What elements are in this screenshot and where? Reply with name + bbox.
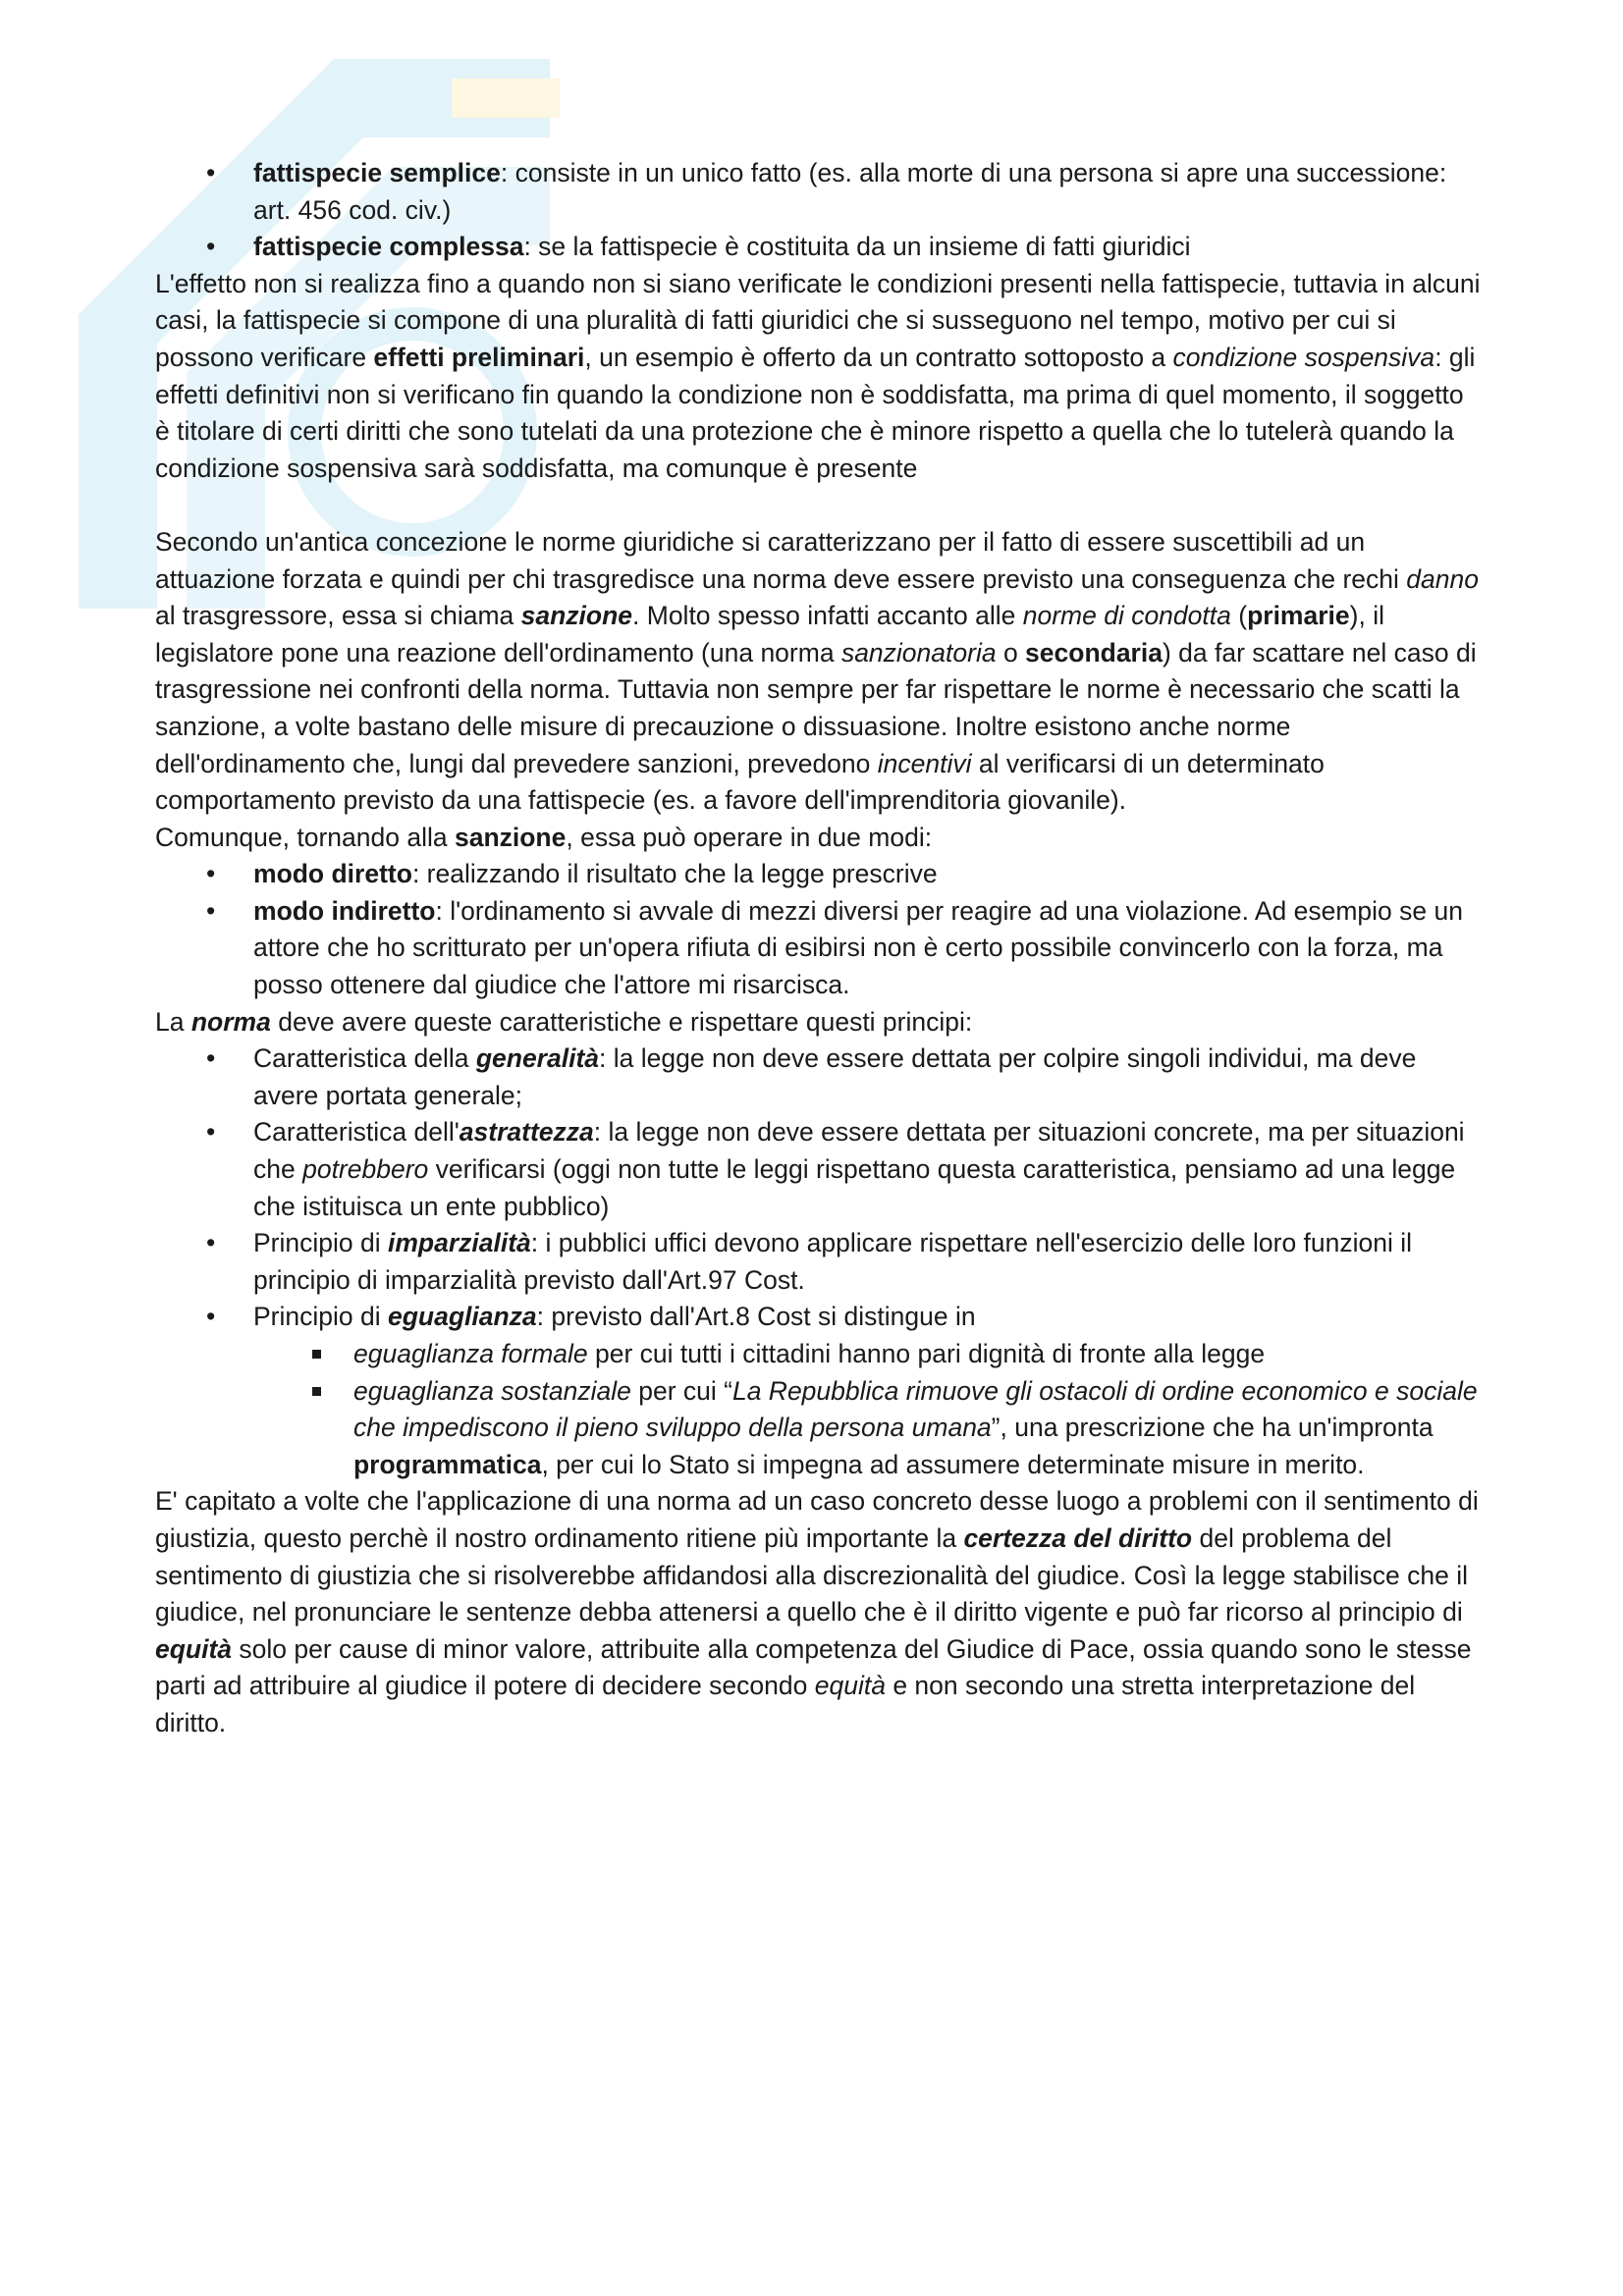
- paragraph-effetti: L'effetto non si realizza fino a quando non si siano verificate le condizioni presenti nella fattispecie, tuttavia in alcuni casi, la fattispecie si compone di una pluralità di fatti giuridici che si susseguono nel tempo, motivo per cui si possono verificare effetti preliminari, un esempio è offerto da un contratto sottoposto a condizione sospensiva: gli effetti definitivi non si verificano fin quando la condizione non è soddisfatta, ma prima di quel momento, il soggetto è titolare di certi diritti che sono tutelati da una protezione che è minore rispetto a quella che lo tutelerà quando la condizione sospensiva sarà soddisfatta, ma comunque è presente: [155, 268, 1481, 483]
- list-item: • fattispecie complessa: se la fattispecie è costituita da un insieme di fatti giuridici: [155, 229, 1481, 266]
- list-item: • Principio di imparzialità: i pubblici uffici devono applicare rispettare nell'esercizio delle loro funzioni il principio di imparzialità previsto dall'Art.97 Cost.: [155, 1225, 1481, 1299]
- list-item: • Principio di eguaglianza: previsto dall'Art.8 Cost si distingue in eguaglianza formale per cui tutti i cittadini hanno pari dignità di fronte alla legge eguaglianza sostanziale per cui “La Repubblica rimuove gli ostacoli di ordine economico e sociale che impediscono il pieno sviluppo della persona umana”, una prescrizione che ha un'impronta programmatica, per cui lo Stato si impegna ad assumere determinate misure in merito.: [155, 1299, 1481, 1483]
- sublist-item: eguaglianza sostanziale per cui “La Repubblica rimuove gli ostacoli di ordine economico e sociale che impediscono il pieno sviluppo della persona umana”, una prescrizione che ha un'impronta programmatica, per cui lo Stato si impegna ad assumere determinate misure in merito.: [155, 1373, 1481, 1484]
- principi-list: [155, 1041, 1481, 1483]
- list-item: • fattispecie semplice: consiste in un unico fatto (es. alla morte di una persona si apre una successione: art. 456 cod. civ.): [155, 155, 1481, 229]
- paragraph-norma: La norma deve avere queste caratteristiche e rispettare questi principi:: [155, 1006, 973, 1037]
- list-item: • Caratteristica dell'astrattezza: la legge non deve essere dettata per situazioni concrete, ma per situazioni che potrebbero verificarsi (oggi non tutte le leggi rispettano questa caratteristica, pensiamo ad una legge che istituisca un ente pubblico): [155, 1114, 1481, 1225]
- document-page: [155, 155, 1481, 1742]
- eguaglianza-sublist: [253, 1336, 1481, 1483]
- paragraph-sanzione: Secondo un'antica concezione le norme giuridiche si caratterizzano per il fatto di essere suscettibili ad un attuazione forzata e quindi per chi trasgredisce una norma deve essere previsto una conseguenza che rechi danno al trasgressore, essa si chiama sanzione. Molto spesso infatti accanto alle norme di condotta (primarie), il legislatore pone una reazione dell'ordinamento (una norma sanzionatoria o secondaria) da far scattare nel caso di trasgressione nei confronti della norma. Tuttavia non sempre per far rispettare le norme è necessario che scatti la sanzione, a volte bastano delle misure di precauzione o dissuasione. Inoltre esistono anche norme dell'ordinamento che, lungi dal prevedere sanzioni, prevedono incentivi al verificarsi di un determinato comportamento previsto da una fattispecie (es. a favore dell'imprenditoria giovanile).: [155, 526, 1479, 816]
- modi-list: [155, 856, 1481, 1003]
- paragraph-modi: Comunque, tornando alla sanzione, essa può operare in due modi:: [155, 822, 933, 852]
- list-item: • Caratteristica della generalità: la legge non deve essere dettata per colpire singoli individui, ma deve avere portata generale;: [155, 1041, 1481, 1114]
- list-item: • modo diretto: realizzando il risultato che la legge prescrive: [155, 856, 1481, 893]
- paragraph-equita: E' capitato a volte che l'applicazione di una norma ad un caso concreto desse luogo a problemi con il sentimento di giustizia, questo perchè il nostro ordinamento ritiene più importante la certezza del diritto del problema del sentimento di giustizia che si risolverebbe affidandosi alla discrezionalità del giudice. Così la legge stabilisce che il giudice, nel pronunciare le sentenze debba attenersi a quello che è il diritto vigente e può far ricorso al principio di equità solo per cause di minor valore, attribuite alla competenza del Giudice di Pace, ossia quando sono le stesse parti ad attribuire al giudice il potere di decidere secondo equità e non secondo una stretta interpretazione del diritto.: [155, 1486, 1479, 1737]
- fattispecie-list: [155, 155, 1481, 266]
- list-item: • modo indiretto: l'ordinamento si avvale di mezzi diversi per reagire ad una violazione. Ad esempio se un attore che ho scritturato per un'opera rifiuta di esibirsi non è certo possibile convincerlo con la forza, ma posso ottenere dal giudice che l'attore mi risarcisca.: [155, 893, 1481, 1004]
- sublist-item: eguaglianza formale per cui tutti i cittadini hanno pari dignità di fronte alla legge: [155, 1336, 1481, 1373]
